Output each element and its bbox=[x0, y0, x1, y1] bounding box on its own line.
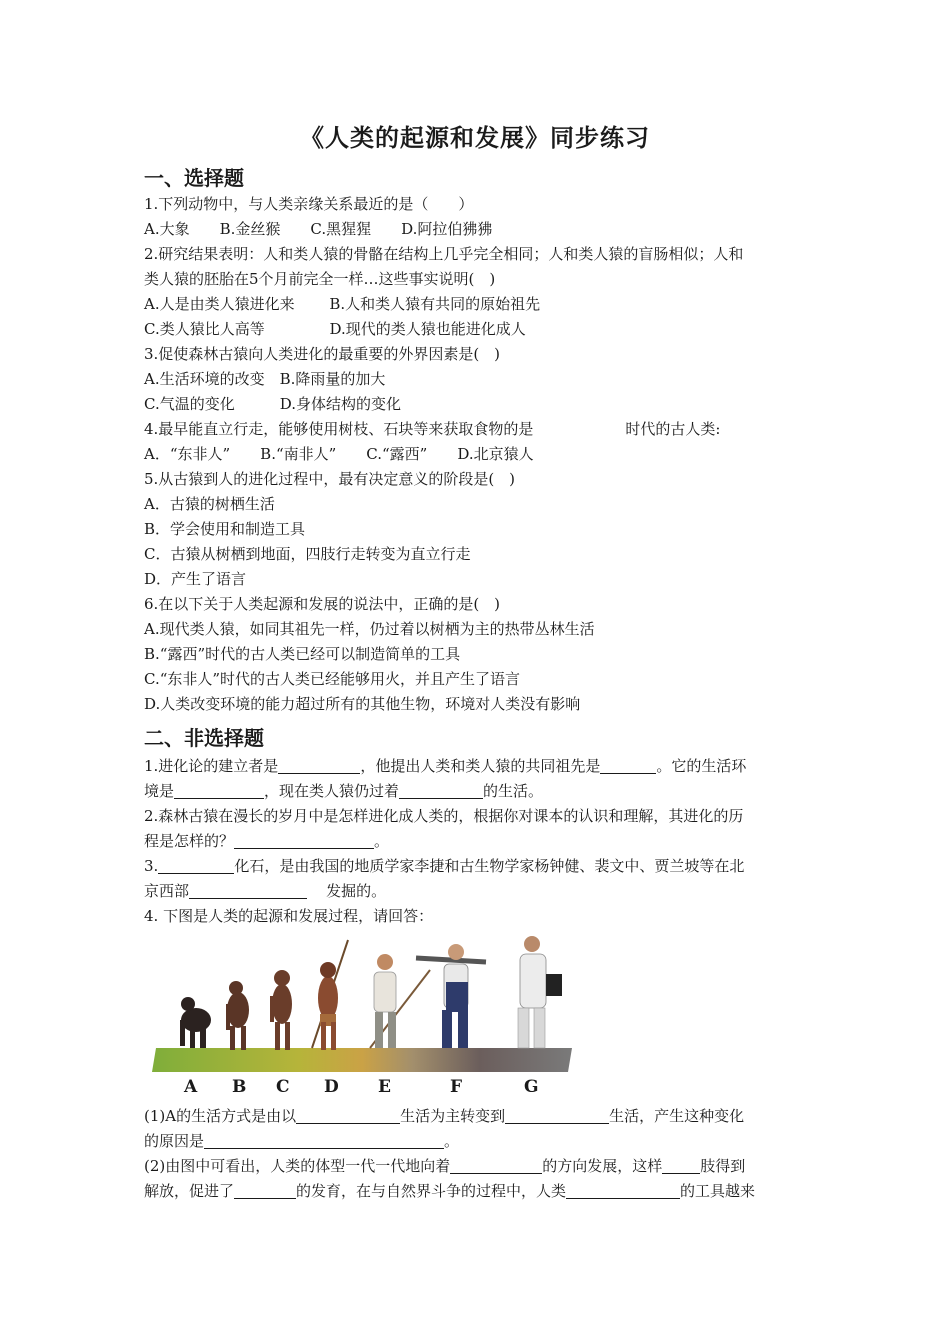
human-evolution-figure bbox=[148, 930, 588, 1098]
figure-letter-d: D bbox=[324, 1077, 339, 1097]
fill-3-text-4: 发掘的。 bbox=[326, 882, 387, 900]
question-5-option-c: C．古猿从树栖到地面，四肢行走转变为直立行走 bbox=[144, 545, 471, 563]
part-2-line-2 bbox=[144, 1181, 814, 1201]
question-3: 3.促使森林古猿向人类进化的最重要的外界因素是( ) bbox=[144, 345, 501, 363]
part-2-text-3: 肢得到 bbox=[700, 1157, 746, 1175]
fill-2-text: 程是怎样的？ bbox=[144, 832, 235, 850]
fill-1-text-4: 境是 bbox=[144, 782, 175, 800]
part-1-text-3: 生活，产生这种变化 bbox=[609, 1107, 745, 1125]
part-2-blank-tools[interactable] bbox=[566, 1182, 680, 1199]
part-1-text: (1)A的生活方式是由以 bbox=[144, 1107, 297, 1125]
fill-1-text-3: 。它的生活环 bbox=[656, 757, 747, 775]
question-4-text: 4.最早能直立行走，能够使用树枝、石块等来获取食物的是 bbox=[144, 420, 534, 438]
part-1-blank-to[interactable] bbox=[505, 1107, 609, 1124]
question-1: 1.下列动物中，与人类亲缘关系最近的是（ ） bbox=[144, 195, 474, 213]
part-2-line-1 bbox=[144, 1156, 814, 1176]
figure-letter-e: E bbox=[378, 1077, 391, 1097]
question-4-text-end: 时代的古人类: bbox=[625, 420, 721, 438]
fill-1-blank-life[interactable] bbox=[399, 782, 483, 799]
fill-4-question: 4. 下图是人类的起源和发展过程，请回答： bbox=[144, 907, 434, 925]
question-2-line-1: 2.研究结果表明：人和类人猿的骨骼在结构上几乎完全相同；人和类人猿的盲肠相似；人和 bbox=[144, 245, 744, 263]
part-2-blank-direction[interactable] bbox=[450, 1157, 542, 1174]
part-2-blank-organ[interactable] bbox=[234, 1182, 296, 1199]
fill-1-line-1 bbox=[144, 756, 814, 776]
figure-letter-f: F bbox=[450, 1077, 463, 1097]
fill-2-blank-process[interactable] bbox=[234, 832, 374, 849]
question-3-options-cd: C.气温的变化 D.身体结构的变化 bbox=[144, 395, 401, 413]
question-2-line-2: 类人猿的胚胎在5个月前完全一样…这些事实说明( ) bbox=[144, 270, 496, 288]
question-6-option-a: A.现代类人猿，如同其祖先一样，仍过着以树栖为主的热带丛林生活 bbox=[144, 620, 595, 638]
fill-1-text-2: ，他提出人类和类人猿的共同祖先是 bbox=[360, 757, 601, 775]
question-4 bbox=[144, 419, 814, 439]
section-heading-choice: 一、选择题 bbox=[144, 166, 244, 190]
part-1-blank-from[interactable] bbox=[296, 1107, 400, 1124]
part-2-text-2: 的方向发展，这样 bbox=[542, 1157, 663, 1175]
figure-a-ape bbox=[180, 997, 211, 1048]
fill-1-text: 1.进化论的建立者是 bbox=[144, 757, 279, 775]
figure-d-early-human bbox=[312, 940, 348, 1050]
question-6-option-c: C.“东非人”时代的古人类已经能够用火，并且产生了语言 bbox=[144, 670, 521, 688]
fill-1-blank-environment[interactable] bbox=[174, 782, 264, 799]
fill-3-blank-location[interactable] bbox=[189, 882, 307, 899]
fill-3-text-2: 化石，是由我国的地质学家李捷和古生物学家杨钟健、裴文中、贾兰坡等在北 bbox=[234, 857, 745, 875]
figure-f-worker bbox=[416, 944, 486, 1048]
fill-3-line-1 bbox=[144, 856, 814, 876]
part-2-text-4: 解放，促进了 bbox=[144, 1182, 235, 1200]
part-1-line-2 bbox=[144, 1131, 814, 1151]
question-5-option-a: A．古猿的树栖生活 bbox=[144, 495, 275, 513]
fill-1-blank-ancestor[interactable] bbox=[600, 757, 656, 774]
question-5: 5.从古猿到人的进化过程中，最有决定意义的阶段是( ) bbox=[144, 470, 516, 488]
figure-letter-a: A bbox=[184, 1077, 198, 1097]
question-2-options-cd: C.类人猿比人高等 D.现代的类人猿也能进化成人 bbox=[144, 320, 526, 338]
figure-c-hominid bbox=[270, 970, 292, 1050]
fill-2-line-1: 2.森林古猿在漫长的岁月中是怎样进化成人类的，根据你对课本的认识和理解，其进化的历 bbox=[144, 807, 744, 825]
figure-b-hominid bbox=[226, 981, 249, 1050]
question-6-option-d: D.人类改变环境的能力超过所有的其他生物，环境对人类没有影响 bbox=[144, 695, 581, 713]
part-2-blank-limb[interactable] bbox=[662, 1157, 700, 1174]
fill-1-text-6: 的生活。 bbox=[483, 782, 544, 800]
part-1-blank-reason[interactable] bbox=[204, 1132, 444, 1149]
fill-3-text: 3. bbox=[144, 857, 159, 875]
fill-2-line-2 bbox=[144, 831, 814, 851]
question-6-option-b: B.“露西”时代的古人类已经可以制造简单的工具 bbox=[144, 645, 461, 663]
figure-g-modern-human bbox=[518, 936, 562, 1048]
part-2-text-5: 的发育，在与自然界斗争的过程中，人类 bbox=[296, 1182, 567, 1200]
part-1-text-5: 。 bbox=[444, 1132, 460, 1150]
figure-e-human-tool bbox=[370, 954, 430, 1048]
figure-letter-b: B bbox=[232, 1077, 247, 1097]
part-2-text-6: 的工具越来 bbox=[680, 1182, 756, 1200]
question-5-option-d: D．产生了语言 bbox=[144, 570, 247, 588]
figure-letter-g: G bbox=[524, 1077, 539, 1097]
fill-2-text-end: 。 bbox=[374, 832, 390, 850]
question-4-options: A．“东非人” B.“南非人” C.“露西” D.北京猿人 bbox=[144, 445, 534, 463]
part-2-text: (2)由图中可看出，人类的体型一代一代地向着 bbox=[144, 1157, 451, 1175]
figure-letter-c: C bbox=[276, 1077, 290, 1097]
fill-1-text-5: ，现在类人猿仍过着 bbox=[264, 782, 400, 800]
part-1-text-2: 生活为主转变到 bbox=[400, 1107, 506, 1125]
fill-1-line-2 bbox=[144, 781, 814, 801]
part-1-text-4: 的原因是 bbox=[144, 1132, 205, 1150]
ground-strip bbox=[152, 1048, 572, 1072]
fill-1-blank-founder[interactable] bbox=[278, 757, 360, 774]
part-1-line-1 bbox=[144, 1106, 814, 1126]
section-heading-non-choice: 二、非选择题 bbox=[144, 726, 264, 750]
question-2-options-ab: A.人是由类人猿进化来 B.人和类人猿有共同的原始祖先 bbox=[144, 295, 541, 313]
question-1-options: A.大象 B.金丝猴 C.黑猩猩 D.阿拉伯狒狒 bbox=[144, 220, 493, 238]
question-3-options-ab: A.生活环境的改变 B.降雨量的加大 bbox=[144, 370, 386, 388]
question-5-option-b: B．学会使用和制造工具 bbox=[144, 520, 306, 538]
fill-3-text-3: 京西部 bbox=[144, 882, 190, 900]
fill-3-blank-fossil[interactable] bbox=[158, 857, 234, 874]
page-title: 《人类的起源和发展》同步练习 bbox=[300, 124, 650, 152]
question-6: 6.在以下关于人类起源和发展的说法中，正确的是( ) bbox=[144, 595, 501, 613]
fill-3-line-2 bbox=[144, 881, 814, 901]
